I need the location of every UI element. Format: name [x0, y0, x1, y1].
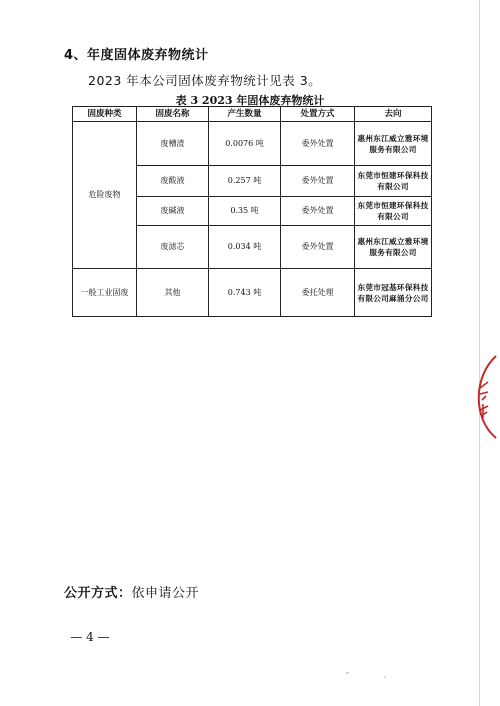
category-cell: 危险废物 [73, 122, 137, 269]
quantity-cell: 0.034 吨 [209, 226, 281, 269]
scan-speck [384, 676, 386, 678]
header-destination: 去向 [355, 107, 432, 122]
method-cell: 委托处理 [281, 269, 355, 317]
method-cell: 委外处置 [281, 122, 355, 166]
header-quantity: 产生数量 [209, 107, 281, 122]
waste-name-cell: 废酸液 [137, 166, 209, 197]
waste-name-cell: 废槽渣 [137, 122, 209, 166]
destination-cell: 东莞市冠基环保科技有限公司麻涌分公司 [355, 269, 432, 317]
destination-cell: 东莞市恒建环保科技有限公司 [355, 197, 432, 226]
quantity-cell: 0.0076 吨 [209, 122, 281, 166]
disclosure-value: 依申请公开 [131, 586, 200, 601]
waste-name-cell: 废碱液 [137, 197, 209, 226]
method-cell: 委外处置 [281, 226, 355, 269]
header-category: 固废种类 [73, 107, 137, 122]
page-number: — 4 — [70, 630, 110, 644]
intro-paragraph: 2023 年本公司固体废弃物统计见表 3。 [88, 73, 322, 88]
destination-cell: 东莞市恒建环保科技有限公司 [355, 166, 432, 197]
table-header-row [73, 107, 432, 122]
section-heading: 4、年度固体废弃物统计 [64, 48, 209, 63]
header-method: 处置方式 [281, 107, 355, 122]
category-cell: 一般工业固废 [73, 269, 137, 317]
waste-statistics-table [72, 106, 432, 317]
header-name: 固废名称 [137, 107, 209, 122]
table-row [73, 269, 432, 317]
quantity-cell: 0.35 吨 [209, 197, 281, 226]
method-cell: 委外处置 [281, 166, 355, 197]
quantity-cell: 0.257 吨 [209, 166, 281, 197]
table-caption: 表 3 2023 年固体废弃物统计 [175, 94, 325, 107]
disclosure-method [64, 582, 199, 601]
table-row [73, 122, 432, 166]
disclosure-label: 公开方式： [64, 586, 132, 601]
method-cell: 委外处置 [281, 197, 355, 226]
waste-name-cell: 其他 [137, 269, 209, 317]
seal-fragment-icon [466, 352, 500, 442]
destination-cell: 惠州东江威立雅环境服务有限公司 [355, 226, 432, 269]
scan-speck [346, 672, 349, 674]
destination-cell: 惠州东江威立雅环境服务有限公司 [355, 122, 432, 166]
waste-name-cell: 废滤芯 [137, 226, 209, 269]
quantity-cell: 0.743 吨 [209, 269, 281, 317]
